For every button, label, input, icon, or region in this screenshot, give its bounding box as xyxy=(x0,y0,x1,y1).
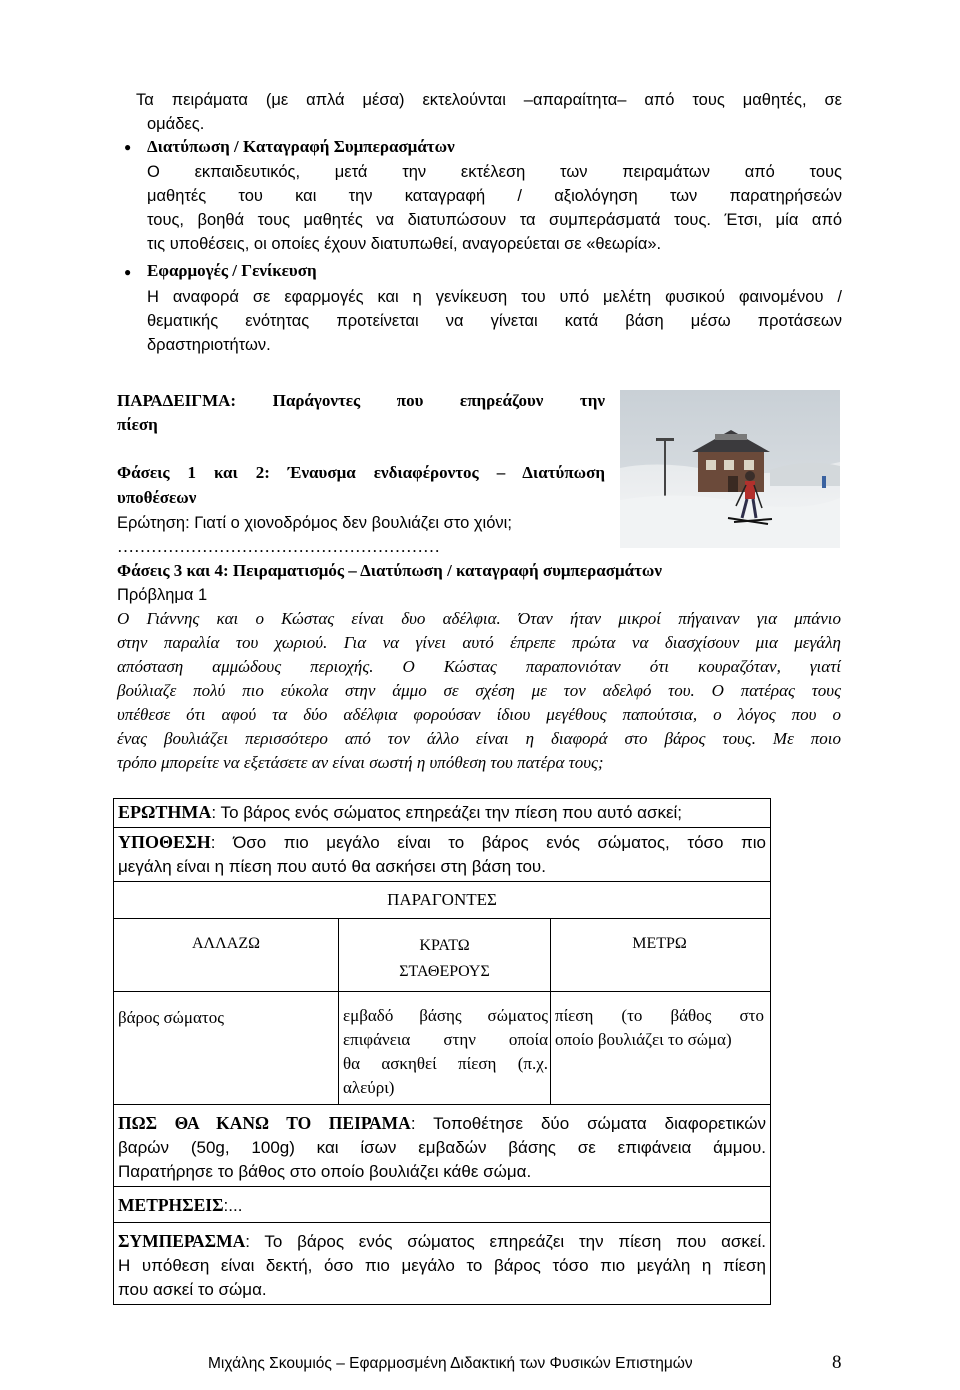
problem-line: απόσταση αμμώδους περιοχής. Ο Κώστας παραπονιόταν ότι κουραζόταν, γιατί xyxy=(117,657,841,676)
conclusion-cell xyxy=(114,1223,770,1305)
phase-heading: Φάσεις 3 και 4: Πειραματισμός – Διατύπωση / καταγραφή συμπερασμάτων xyxy=(117,561,662,580)
col-change-header: ΑΛΛΑΖΩ xyxy=(192,935,260,952)
bullet-text-line: τους, βοηθά τους μαθητές να διατυπώσουν τα συμπεράσματά τους. Έτσι, μία από xyxy=(147,211,842,229)
procedure-line: βαρών (50g, 100g) και ίσων εμβαδών βάσης σε επιφάνεια άμμου. xyxy=(118,1138,766,1157)
conclusion-line xyxy=(118,1229,766,1254)
page-number: 8 xyxy=(832,1352,842,1373)
col-keep-header-line: ΚΡΑΤΩ xyxy=(419,937,470,954)
footer-text: Μιχάλης Σκουμιός – Εφαρμοσμένη Διδακτική των Φυσικών Επιστημών xyxy=(208,1355,693,1372)
hypothesis-line xyxy=(118,830,766,855)
procedure-value: : Τοποθέτησε δύο σώματα διαφορετικών xyxy=(410,1114,766,1133)
col-keep-header-line: ΣΤΑΘΕΡΟΥΣ xyxy=(399,963,490,980)
phase-heading-text: Φάσεις 1 και 2: Έναυσμα ενδιαφέροντος – Διατύπωση xyxy=(117,463,605,482)
val-change: βάρος σώματος xyxy=(118,1008,224,1027)
worksheet-table xyxy=(113,798,771,1305)
question-value: : Το βάρος ενός σώματος επηρεάζει την πίεση που αυτό ασκεί; xyxy=(211,803,683,822)
bullet-icon: ● xyxy=(124,265,132,279)
problem-line: ένας βουλιάζει περισσότερο από τον άλλο είναι η διαφορά στο βάρος τους. Με ποιο xyxy=(117,729,841,748)
bullet-icon: ● xyxy=(124,140,132,154)
procedure-cell xyxy=(114,1105,770,1187)
problem-line: Ο Γιάννης και ο Κώστας είναι δυο αδέλφια. Όταν ήταν μικροί πήγαιναν για μπάνιο xyxy=(117,609,841,628)
val-measure-line: οποίο βουλιάζει το σώμα) xyxy=(555,1030,732,1049)
bullet-text-line: τις υποθέσεις, οι οποίες έχουν διατυπωθεί, αναγορεύεται σε «θεωρία». xyxy=(147,235,662,253)
procedure-label: ΠΩΣ ΘΑ ΚΑΝΩ ΤΟ ΠΕΙΡΑΜΑ xyxy=(118,1113,411,1133)
val-keep-line: θα ασκηθεί πίεση (π.χ. xyxy=(343,1054,548,1073)
problem-line: στην παραλία του χωριού. Για να γίνει αυτό έπρεπε πρώτα να διασχίσουν μια μεγάλη xyxy=(117,633,841,652)
dots-line: ………………………………………………… xyxy=(117,537,440,556)
factors-header-row xyxy=(114,919,770,992)
problem-line: υπέθεσε ότι αφού τα δύο αδέλφια φορούσαν ίδιου μεγέθους παπούτσια, ο λόγος που ο xyxy=(117,705,841,724)
conclusion-line: που ασκεί το σώμα. xyxy=(118,1280,267,1299)
question-cell xyxy=(114,799,770,828)
col-keep-header xyxy=(338,919,550,991)
val-keep-line: επιφάνεια στην οποία xyxy=(343,1030,548,1049)
val-measure xyxy=(550,992,768,1104)
bullet-text-line: δραστηριοτήτων. xyxy=(147,336,271,354)
hypothesis-label: ΥΠΟΘΕΣΗ xyxy=(118,832,211,852)
problem-line: βούλιαζε πολύ πιο εύκολα στην άμμο σε σχέση με τον αδελφό του. Ο πατέρας τους xyxy=(117,681,841,700)
procedure-line: Παρατήρησε το βάθος στο οποίο βουλιάζει κάθε σώμα. xyxy=(118,1162,532,1181)
skier-photo xyxy=(620,390,840,548)
problem-line: τρόπο μπορείτε να εξετάσετε αν είναι σωστή η υπόθεση του πατέρα τους; xyxy=(117,753,604,772)
bullet-text-line: μαθητές του και την καταγραφή / αξιολόγηση των παρατηρήσεών xyxy=(147,187,842,205)
bullet-text-line: Ο εκπαιδευτικός, μετά την εκτέλεση των πειραμάτων από τους xyxy=(147,163,842,181)
hypothesis-value: : Όσο πιο μεγάλο είναι το βάρος ενός σώματος, τόσο πιο xyxy=(210,833,766,852)
val-keep-line: εμβαδό βάσης σώματος xyxy=(343,1006,548,1025)
val-keep xyxy=(338,992,550,1104)
measurements-cell xyxy=(114,1187,770,1223)
factors-title: ΠΑΡΑΓΟΝΤΕΣ xyxy=(114,882,770,919)
conclusion-value: : Το βάρος ενός σώματος επηρεάζει την πίεση που ασκεί. xyxy=(245,1232,766,1251)
bullet-text-line: θεματικής ενότητας προτείνεται να γίνεται κατά βάση μέσω προτάσεων xyxy=(147,312,842,330)
question-text: Ερώτηση: Γιατί ο χιονοδρόμος δεν βουλιάζει στο χιόνι; xyxy=(117,514,512,532)
example-title-cont: πίεση xyxy=(117,415,158,434)
hypothesis-line: μεγάλη είναι η πίεση που αυτό θα ασκήσει στη βάση του. xyxy=(118,857,546,876)
intro-line: Τα πειράματα (με απλά μέσα) εκτελούνται –απαραίτητα– από τους μαθητές, σε xyxy=(136,91,842,109)
phase-heading xyxy=(117,461,605,485)
bullet-heading: Εφαρμογές / Γενίκευση xyxy=(147,261,317,280)
val-measure-line: πίεση (το βάθος στο xyxy=(555,1006,764,1025)
col-measure-header: ΜΕΤΡΩ xyxy=(550,919,768,991)
conclusion-label: ΣΥΜΠΕΡΑΣΜΑ xyxy=(118,1231,246,1251)
conclusion-line: Η υπόθεση είναι δεκτή, όσο πιο μεγάλο το βάρος τόσο πιο μεγάλη η πίεση xyxy=(118,1256,766,1275)
example-title: ΠΑΡΑΔΕΙΓΜΑ: Παράγοντες που επηρεάζουν την xyxy=(117,391,605,410)
intro-line: ομάδες. xyxy=(147,115,205,133)
factors-values-row xyxy=(114,992,770,1105)
measurements-label: ΜΕΤΡΗΣΕΙΣ xyxy=(118,1195,224,1215)
measurements-value: :... xyxy=(223,1196,243,1215)
procedure-line xyxy=(118,1111,766,1136)
val-keep-line: αλεύρι) xyxy=(343,1078,395,1097)
bullet-heading: Διατύπωση / Καταγραφή Συμπερασμάτων xyxy=(147,137,455,156)
problem-label: Πρόβλημα 1 xyxy=(117,586,208,604)
phase-heading-cont: υποθέσεων xyxy=(117,488,197,507)
hypothesis-cell xyxy=(114,828,770,882)
question-label: ΕΡΩΤΗΜΑ xyxy=(118,802,212,822)
bullet-text-line: Η αναφορά σε εφαρμογές και η γενίκευση του υπό μελέτη φυσικού φαινομένου / xyxy=(147,288,842,306)
